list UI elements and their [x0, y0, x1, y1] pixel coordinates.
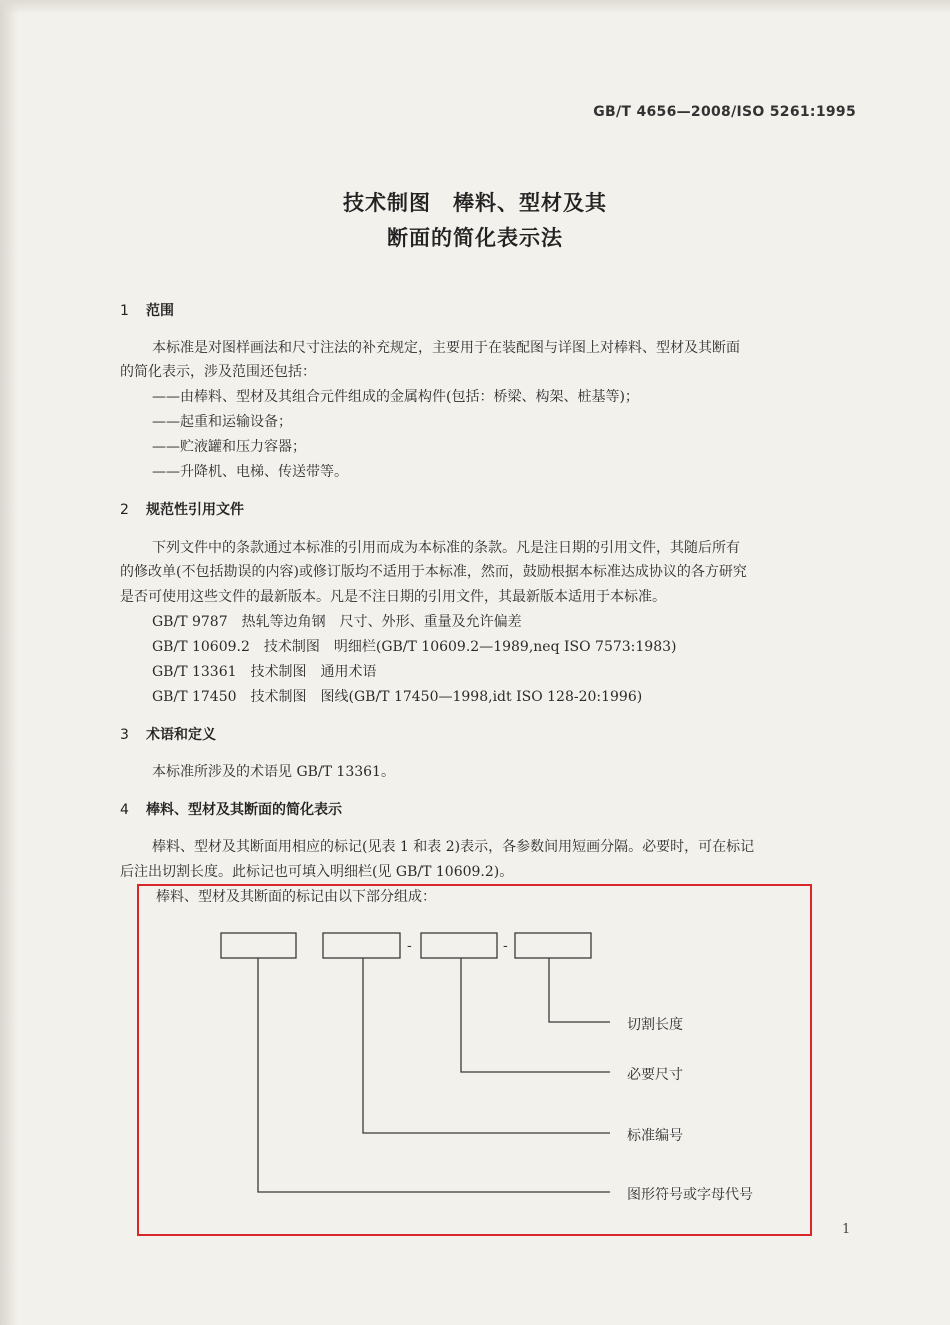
reference-item: GB/T 13361 技术制图 通用术语 — [152, 664, 377, 680]
section-number: 2 — [120, 502, 129, 518]
section-2-para-line-3: 是否可使用这些文件的最新版本。凡是不注日期的引用文件，其最新版本适用于本标准。 — [120, 589, 666, 605]
reference-item: GB/T 10609.2 技术制图 明细栏(GB/T 10609.2—1989,neq ISO 7573:1983) — [152, 639, 677, 655]
section-title: 术语和定义 — [146, 727, 216, 743]
section-1-para-line-2: 的简化表示，涉及范围还包括： — [120, 364, 316, 380]
section-title: 棒料、型材及其断面的简化表示 — [146, 802, 342, 818]
section-number: 1 — [120, 303, 129, 319]
separator-dash: - — [407, 938, 412, 954]
section-4-para-line-1: 棒料、型材及其断面用相应的标记(见表 1 和表 2)表示，各参数间用短画分隔。必要时，可在标记 — [152, 839, 755, 855]
scope-list-item: ——贮液罐和压力容器； — [152, 439, 306, 455]
document-title-line-2: 断面的简化表示法 — [387, 226, 563, 250]
reference-item: GB/T 17450 技术制图 图线(GB/T 17450—1998,idt ISO 128-20:1996) — [152, 689, 643, 705]
document-code: GB/T 4656—2008/ISO 5261:1995 — [593, 104, 856, 120]
highlight-box — [137, 884, 812, 1236]
section-title: 范围 — [146, 303, 174, 319]
label-necessary-dimensions: 必要尺寸 — [627, 1067, 683, 1083]
section-number: 3 — [120, 727, 129, 743]
label-standard-number: 标准编号 — [627, 1128, 683, 1144]
section-number: 4 — [120, 802, 129, 818]
separator-dash: - — [503, 938, 508, 954]
scope-list-item: ——起重和运输设备； — [152, 414, 292, 430]
section-4-para-line-2: 后注出切割长度。此标记也可填入明细栏(见 GB/T 10609.2)。 — [120, 864, 514, 880]
section-title: 规范性引用文件 — [146, 502, 244, 518]
section-3-para-line-1: 本标准所涉及的术语见 GB/T 13361。 — [152, 764, 395, 780]
section-4-para-line-3: 棒料、型材及其断面的标记由以下部分组成： — [156, 889, 436, 905]
label-cut-length: 切割长度 — [627, 1017, 683, 1033]
scope-list-item: ——由棒料、型材及其组合元件组成的金属构件(包括：桥梁、构架、桩基等)； — [152, 389, 639, 405]
page-number: 1 — [842, 1222, 851, 1237]
scope-list-item: ——升降机、电梯、传送带等。 — [152, 464, 348, 480]
document-title-line-1: 技术制图 棒料、型材及其 — [343, 191, 607, 215]
section-2-para-line-2: 的修改单(不包括勘误的内容)或修订版均不适用于本标准，然而，鼓励根据本标准达成协议的各方研究 — [120, 564, 747, 580]
reference-item: GB/T 9787 热轧等边角钢 尺寸、外形、重量及允许偏差 — [152, 614, 522, 630]
label-symbol-or-letter-code: 图形符号或字母代号 — [627, 1187, 753, 1203]
section-1-para-line-1: 本标准是对图样画法和尺寸注法的补充规定，主要用于在装配图与详图上对棒料、型材及其断面 — [152, 340, 740, 356]
section-2-para-line-1: 下列文件中的条款通过本标准的引用而成为本标准的条款。凡是注日期的引用文件，其随后所有 — [152, 540, 740, 556]
